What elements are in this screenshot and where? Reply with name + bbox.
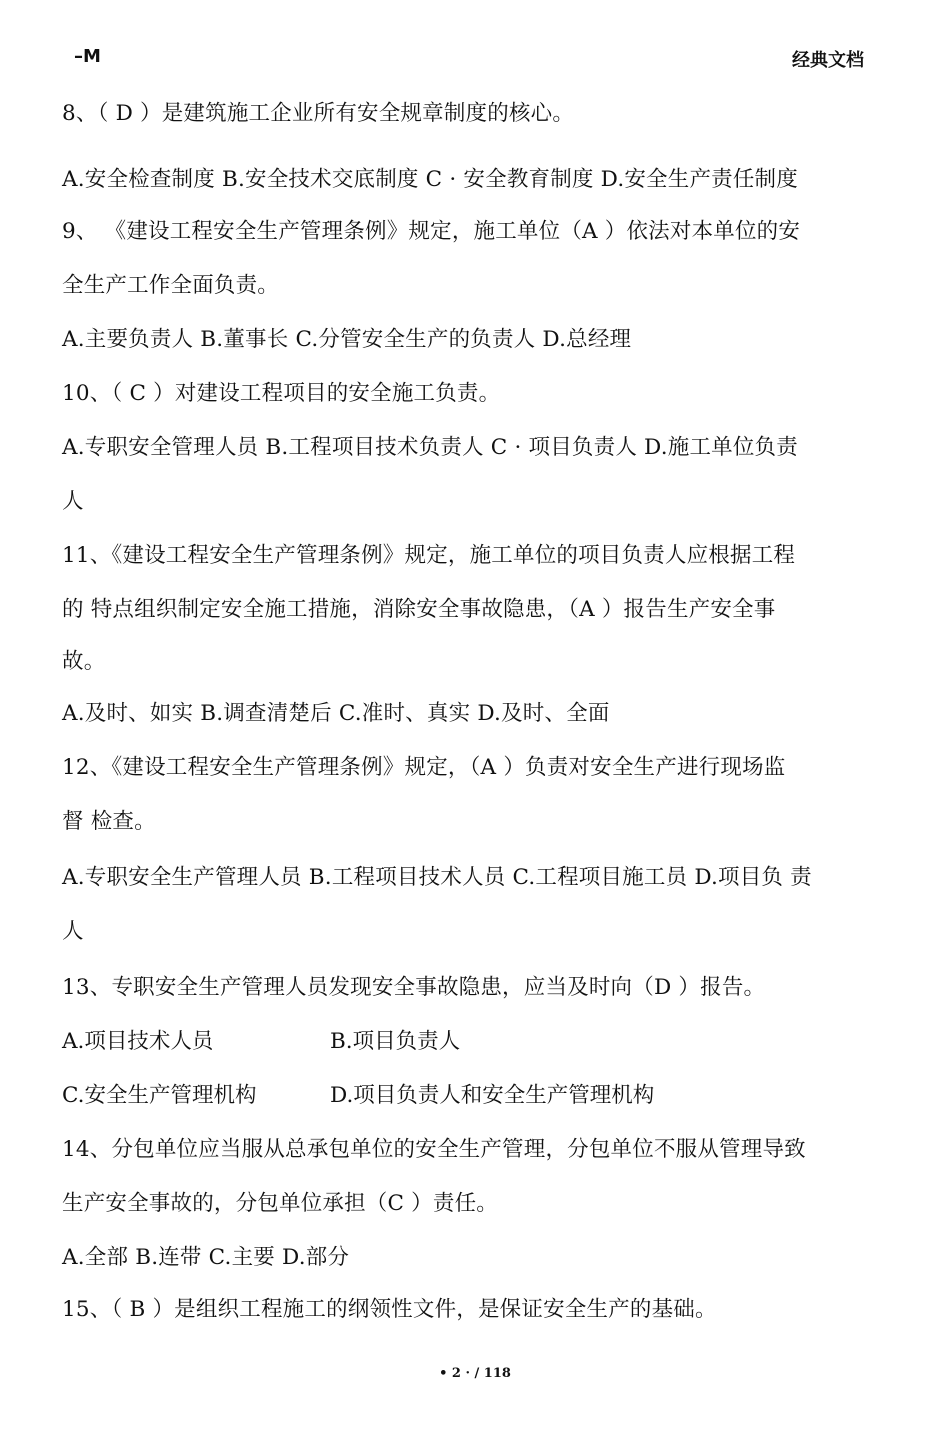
text-line: 13、专职安全生产管理人员发现安全事故隐患，应当及时向（D ）报告。	[62, 975, 766, 1000]
text-line: 11、《建设工程安全生产管理条例》规定，施工单位的项目负责人应根据工程	[62, 543, 796, 568]
text-line: A.安全检查制度 B.安全技术交底制度 C · 安全教育制度 D.安全生产责任制度	[62, 167, 798, 192]
text-line: A.及时、如实 B.调查清楚后 C.准时、真实 D.及时、全面	[62, 701, 610, 726]
text-line: 9、 《建设工程安全生产管理条例》规定，施工单位（A ）依法对本单位的安	[62, 219, 801, 244]
text-line: 人	[62, 489, 84, 514]
text-line: A.全部 B.连带 C.主要 D.部分	[62, 1245, 350, 1270]
text-line: 故。	[62, 649, 106, 674]
answer-option: A.项目技术人员	[62, 1029, 214, 1054]
page-number: • 2 · / 118	[439, 1366, 511, 1381]
text-line: 10、（ C ）对建设工程项目的安全施工负责。	[62, 381, 501, 406]
text-line: 全生产工作全面负责。	[62, 273, 280, 298]
text-line: 的 特点组织制定安全施工措施，消除安全事故隐患，（A ）报告生产安全事	[62, 597, 776, 622]
answer-option: C.安全生产管理机构	[62, 1083, 257, 1108]
text-line: 14、分包单位应当服从总承包单位的安全生产管理，分包单位不服从管理导致	[62, 1137, 806, 1162]
text-line: 生产安全事故的，分包单位承担（C ）责任。	[62, 1191, 498, 1216]
text-line: A.主要负责人 B.董事长 C.分管安全生产的负责人 D.总经理	[62, 327, 632, 352]
text-line: 8、（ D ）是建筑施工企业所有安全规章制度的核心。	[62, 101, 575, 126]
header-document-label: 经典文档	[792, 50, 864, 71]
answer-option: D.项目负责人和安全生产管理机构	[330, 1083, 655, 1108]
header-left-mark: –M	[74, 46, 101, 67]
text-line: 15、（ B ）是组织工程施工的纲领性文件，是保证安全生产的基础。	[62, 1297, 717, 1322]
text-line: A.专职安全管理人员 B.工程项目技术负责人 C · 项目负责人 D.施工单位负责	[62, 435, 798, 460]
text-line: 督 检查。	[62, 809, 156, 834]
text-line: 12、《建设工程安全生产管理条例》规定，（A ）负责对安全生产进行现场监	[62, 755, 786, 780]
text-line: A.专职安全生产管理人员 B.工程项目技术人员 C.工程项目施工员 D.项目负 责	[62, 865, 812, 890]
text-line: 人	[62, 919, 84, 944]
answer-option: B.项目负责人	[330, 1029, 461, 1054]
